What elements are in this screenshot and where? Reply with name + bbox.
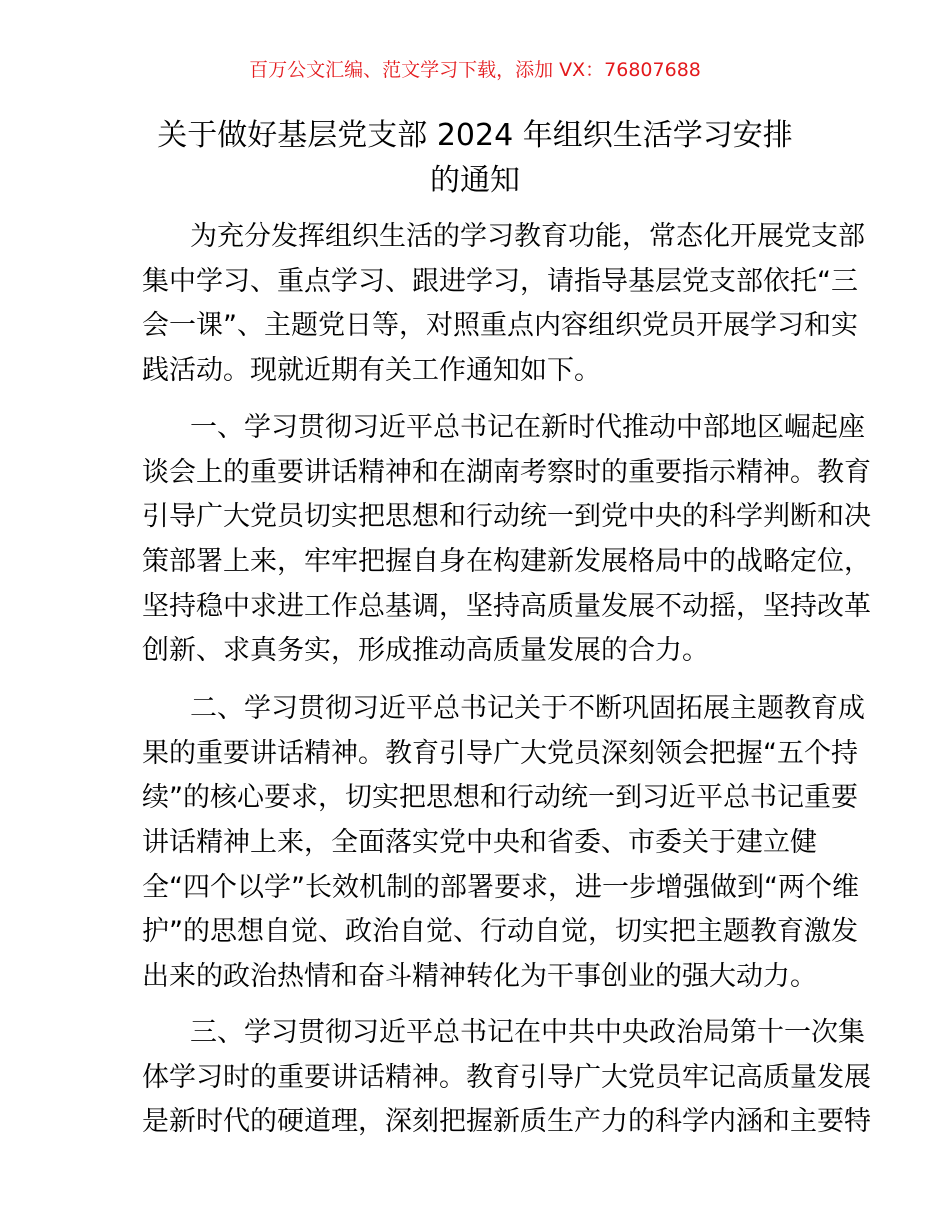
text-line: 全“四个以学”长效机制的部署要求，进一步增强做到“两个维	[142, 871, 859, 903]
text-line: 坚持稳中求进工作总基调，坚持高质量发展不动摇，坚持改革	[142, 590, 871, 622]
text-line: 集中学习、重点学习、跟进学习，请指导基层党支部依托“三	[142, 265, 858, 297]
paragraph-section-3	[142, 1011, 871, 1145]
paragraph-intro	[142, 215, 865, 394]
text-line: 引导广大党员切实把思想和行动统一到党中央的科学判断和决	[142, 501, 871, 533]
title-line: 关于做好基层党支部 2024 年组织生活学习安排	[157, 118, 793, 153]
title-line: 的通知	[430, 163, 520, 198]
text-line: 会一课”、主题党日等，对照重点内容组织党员开展学习和实	[142, 310, 858, 342]
watermark-header: 百万公文汇编、范文学习下载，添加 VX：76807688	[249, 59, 701, 81]
text-line: 果的重要讲话精神。教育引导广大党员深刻领会把握“五个持	[142, 737, 858, 769]
paragraph-section-2	[142, 687, 865, 1000]
text-line: 谈会上的重要讲话精神和在湖南考察时的重要指示精神。教育	[142, 456, 871, 488]
text-line: 二、学习贯彻习近平总书记关于不断巩固拓展主题教育成	[190, 693, 865, 724]
text-line: 创新、求真务实，形成推动高质量发展的合力。	[142, 635, 709, 667]
text-line: 为充分发挥组织生活的学习教育功能，常态化开展党支部	[190, 221, 865, 252]
text-line: 三、学习贯彻习近平总书记在中共中央政治局第十一次集	[190, 1017, 865, 1048]
text-line: 续”的核心要求，切实把思想和行动统一到习近平总书记重要	[142, 782, 858, 814]
document-title	[130, 113, 820, 203]
text-line: 是新时代的硬道理，深刻把握新质生产力的科学内涵和主要特	[142, 1106, 871, 1138]
text-line: 出来的政治热情和奋斗精神转化为干事创业的强大动力。	[142, 961, 817, 993]
text-line: 讲话精神上来，全面落实党中央和省委、市委关于建立健	[142, 827, 817, 859]
text-line: 一、学习贯彻习近平总书记在新时代推动中部地区崛起座	[190, 412, 865, 443]
text-line: 护”的思想自觉、政治自觉、行动自觉，切实把主题教育激发	[142, 916, 858, 948]
paragraph-section-1	[142, 406, 871, 674]
text-line: 体学习时的重要讲话精神。教育引导广大党员牢记高质量发展	[142, 1061, 871, 1093]
text-line: 践活动。现就近期有关工作通知如下。	[142, 355, 601, 387]
text-line: 策部署上来，牢牢把握自身在构建新发展格局中的战略定位，	[142, 546, 871, 578]
